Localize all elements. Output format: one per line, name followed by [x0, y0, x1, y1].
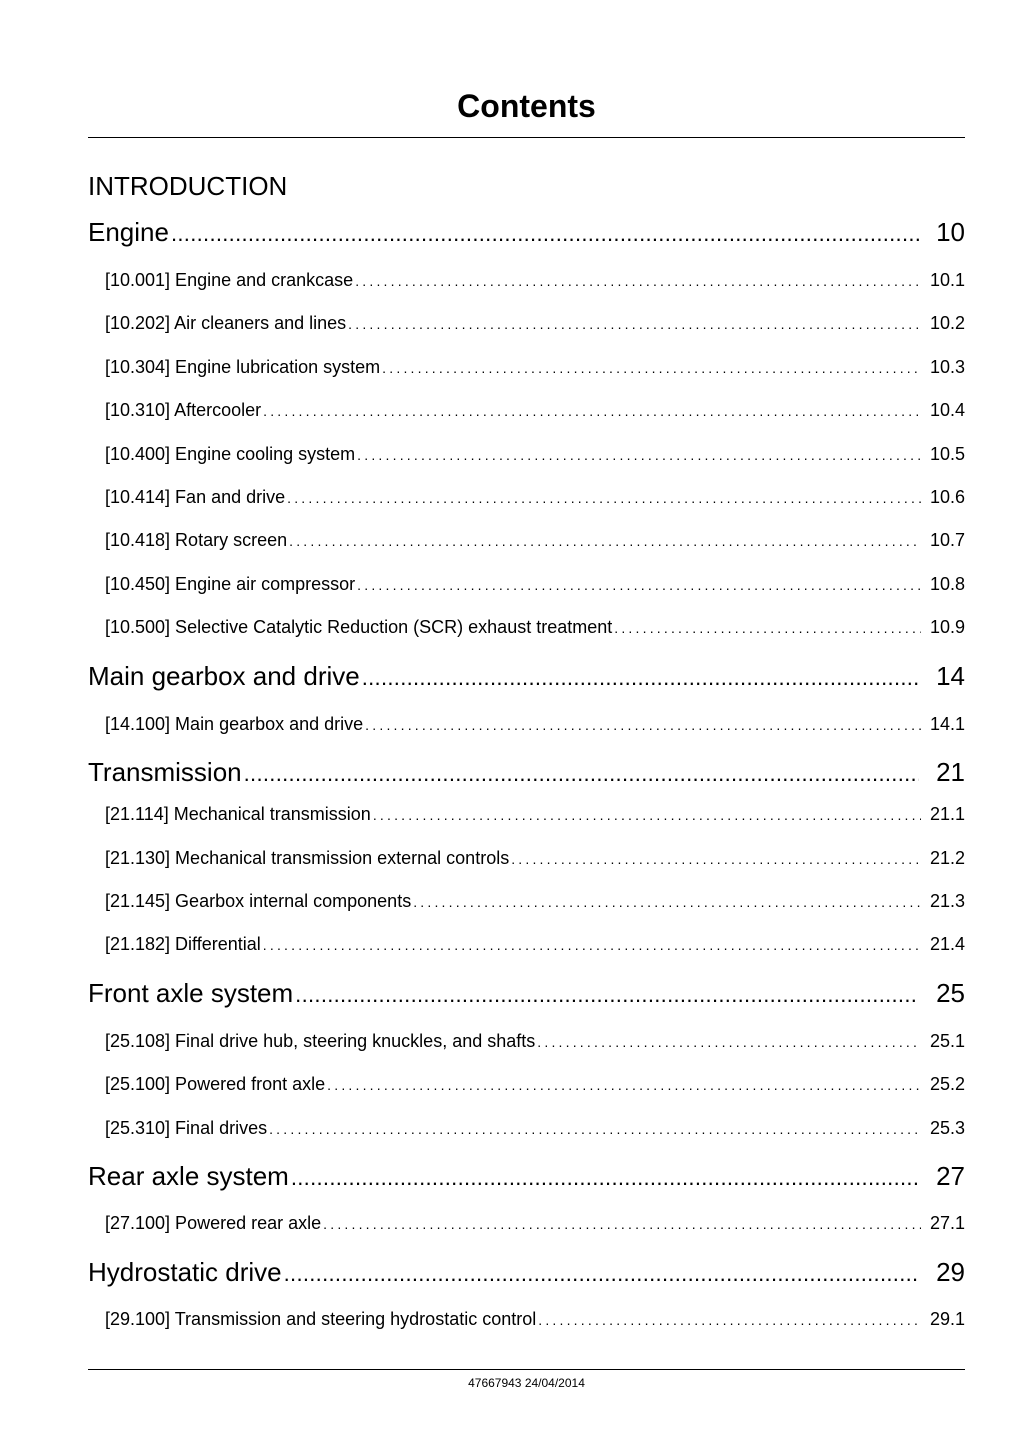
toc-page-number: 25: [936, 978, 965, 1008]
toc-page-number: 27.1: [929, 1213, 965, 1233]
toc-chapter-rear-axle[interactable]: [88, 1160, 965, 1194]
toc-page-number: 10.3: [929, 357, 965, 377]
dot-leader: [263, 933, 921, 957]
toc-section-10-202[interactable]: [105, 311, 965, 336]
toc-chapter-label: Rear axle system: [88, 1161, 289, 1191]
toc-chapter-hydrostatic-drive[interactable]: [88, 1256, 965, 1290]
toc-page-number: 10.5: [929, 444, 965, 464]
toc-section-label: [21.130] Mechanical transmission external controls: [105, 848, 510, 868]
toc-page-number: 10.7: [929, 530, 965, 550]
toc-section-label: [25.108] Final drive hub, steering knuckles, and shafts: [105, 1031, 536, 1051]
toc-section-label: [10.500] Selective Catalytic Reduction (SCR) exhaust treatment: [105, 617, 613, 637]
toc-page-number: 10: [936, 217, 965, 247]
toc-section-label: [10.418] Rotary screen: [105, 530, 288, 550]
toc-chapter-label: Engine: [88, 217, 169, 247]
dot-leader: [171, 218, 919, 250]
toc-section-14-100[interactable]: [105, 712, 965, 737]
dot-leader: [263, 399, 921, 423]
dot-leader: [287, 486, 921, 510]
toc-section-10-450[interactable]: [105, 572, 965, 597]
toc-section-label: [10.450] Engine air compressor: [105, 574, 356, 594]
dot-leader: [284, 1258, 919, 1290]
toc-section-10-400[interactable]: [105, 442, 965, 467]
toc-section-25-310[interactable]: [105, 1116, 965, 1141]
dot-leader: [365, 713, 921, 737]
toc-section-label: [10.001] Engine and crankcase: [105, 270, 354, 290]
page-title: Contents: [457, 88, 596, 124]
toc-section-label: [27.100] Powered rear axle: [105, 1213, 322, 1233]
toc-chapter-label: Front axle system: [88, 978, 294, 1008]
toc-section-27-100[interactable]: [105, 1211, 965, 1236]
dot-leader: [323, 1212, 921, 1236]
toc-page-number: 21.2: [929, 848, 965, 868]
toc-section-21-145[interactable]: [105, 889, 965, 914]
toc-section-label: [21.182] Differential: [105, 934, 261, 954]
toc-section-10-310[interactable]: [105, 398, 965, 423]
dot-leader: [382, 356, 921, 380]
toc-section-10-414[interactable]: [105, 485, 965, 510]
toc-section-label: [10.414] Fan and drive: [105, 487, 286, 507]
page-footer: 47667943 24/04/2014: [468, 1376, 585, 1390]
dot-leader: [614, 616, 921, 640]
dot-leader: [373, 803, 921, 827]
dot-leader: [413, 890, 921, 914]
toc-section-label: [14.100] Main gearbox and drive: [105, 714, 364, 734]
toc-page-number: 21.3: [929, 891, 965, 911]
toc-chapter-transmission[interactable]: [88, 756, 965, 790]
toc-page-number: 29: [936, 1257, 965, 1287]
toc-section-10-500[interactable]: [105, 615, 965, 640]
toc-section-label: [25.310] Final drives: [105, 1118, 268, 1138]
toc-page-number: 10.8: [929, 574, 965, 594]
toc-section-21-114[interactable]: [105, 802, 965, 827]
toc-introduction-heading[interactable]: INTRODUCTION: [88, 171, 288, 201]
toc-section-25-108[interactable]: [105, 1029, 965, 1054]
toc-page-number: 14.1: [929, 714, 965, 734]
dot-leader: [348, 312, 921, 336]
toc-page-number: 10.9: [929, 617, 965, 637]
dot-leader: [362, 662, 919, 694]
dot-leader: [537, 1030, 921, 1054]
toc-chapter-label: Main gearbox and drive: [88, 661, 360, 691]
toc-section-10-304[interactable]: [105, 355, 965, 380]
toc-page-number: 10.2: [929, 313, 965, 333]
dot-leader: [357, 443, 921, 467]
toc-section-21-182[interactable]: [105, 932, 965, 957]
toc-page-number: 25.1: [929, 1031, 965, 1051]
toc-section-label: [29.100] Transmission and steering hydrostatic control: [105, 1309, 537, 1329]
dot-leader: [511, 847, 921, 871]
header-rule: [88, 137, 965, 138]
toc-page-number: 10.6: [929, 487, 965, 507]
toc-section-label: [10.304] Engine lubrication system: [105, 357, 381, 377]
toc-chapter-label: Hydrostatic drive: [88, 1257, 282, 1287]
dot-leader: [295, 979, 919, 1011]
toc-section-label: [21.114] Mechanical transmission: [105, 804, 371, 824]
toc-section-label: [10.310] Aftercooler: [105, 400, 262, 420]
dot-leader: [289, 529, 921, 553]
toc-section-label: [10.202] Air cleaners and lines: [105, 313, 347, 333]
dot-leader: [244, 758, 919, 790]
toc-section-label: [10.400] Engine cooling system: [105, 444, 356, 464]
toc-section-21-130[interactable]: [105, 846, 965, 871]
toc-section-10-418[interactable]: [105, 528, 965, 553]
toc-section-label: [21.145] Gearbox internal components: [105, 891, 412, 911]
toc-page-number: 21: [936, 757, 965, 787]
toc-section-29-100[interactable]: [105, 1307, 965, 1332]
toc-page-number: 21.4: [929, 934, 965, 954]
toc-page-number: 14: [936, 661, 965, 691]
toc-section-10-001[interactable]: [105, 268, 965, 293]
dot-leader: [269, 1117, 921, 1141]
toc-page-number: 25.2: [929, 1074, 965, 1094]
toc-page-number: 21.1: [929, 804, 965, 824]
footer-rule: [88, 1369, 965, 1370]
dot-leader: [355, 269, 921, 293]
toc-page-number: 27: [936, 1161, 965, 1191]
dot-leader: [538, 1308, 921, 1332]
toc-page-number: 10.4: [929, 400, 965, 420]
toc-chapter-label: Transmission: [88, 757, 242, 787]
toc-chapter-front-axle[interactable]: [88, 977, 965, 1011]
toc-page-number: 25.3: [929, 1118, 965, 1138]
toc-section-label: [25.100] Powered front axle: [105, 1074, 326, 1094]
toc-chapter-main-gearbox[interactable]: [88, 660, 965, 694]
toc-page-number: 10.1: [929, 270, 965, 290]
toc-chapter-engine[interactable]: [88, 216, 965, 250]
toc-section-25-100[interactable]: [105, 1072, 965, 1097]
dot-leader: [357, 573, 921, 597]
toc-page-number: 29.1: [929, 1309, 965, 1329]
dot-leader: [291, 1162, 919, 1194]
dot-leader: [327, 1073, 921, 1097]
